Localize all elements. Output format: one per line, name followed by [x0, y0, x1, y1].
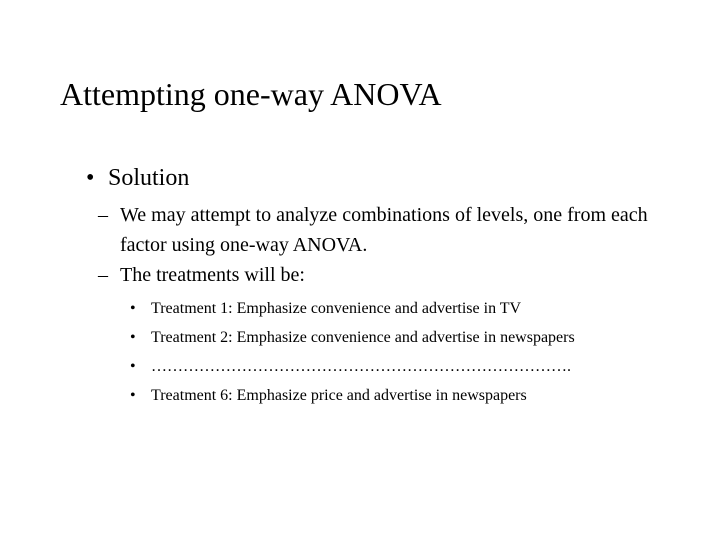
- bullet-icon: •: [130, 329, 136, 346]
- bullet-icon: •: [130, 358, 136, 375]
- subpoint-combinations-text: We may attempt to analyze combinations of levels, one from each factor using one-way ANOVA.: [120, 204, 648, 256]
- bullet-icon: •: [86, 165, 95, 191]
- dash-icon: –: [98, 264, 108, 286]
- dash-icon: –: [98, 204, 108, 226]
- bullet-icon: •: [130, 387, 136, 404]
- treatment-item-text: Treatment 1: Emphasize convenience and advertise in TV: [151, 300, 522, 317]
- treatment-item-text: Treatment 6: Emphasize price and advertise in newspapers: [151, 387, 527, 404]
- bullet-solution-text: Solution: [108, 165, 190, 191]
- treatment-item-text: …………………………………………………………………….: [151, 358, 571, 375]
- treatment-item-text: Treatment 2: Emphasize convenience and advertise in newspapers: [151, 329, 575, 346]
- subpoint-treatments-text: The treatments will be:: [120, 264, 305, 286]
- slide-title: Attempting one-way ANOVA: [60, 76, 442, 112]
- bullet-icon: •: [130, 300, 136, 317]
